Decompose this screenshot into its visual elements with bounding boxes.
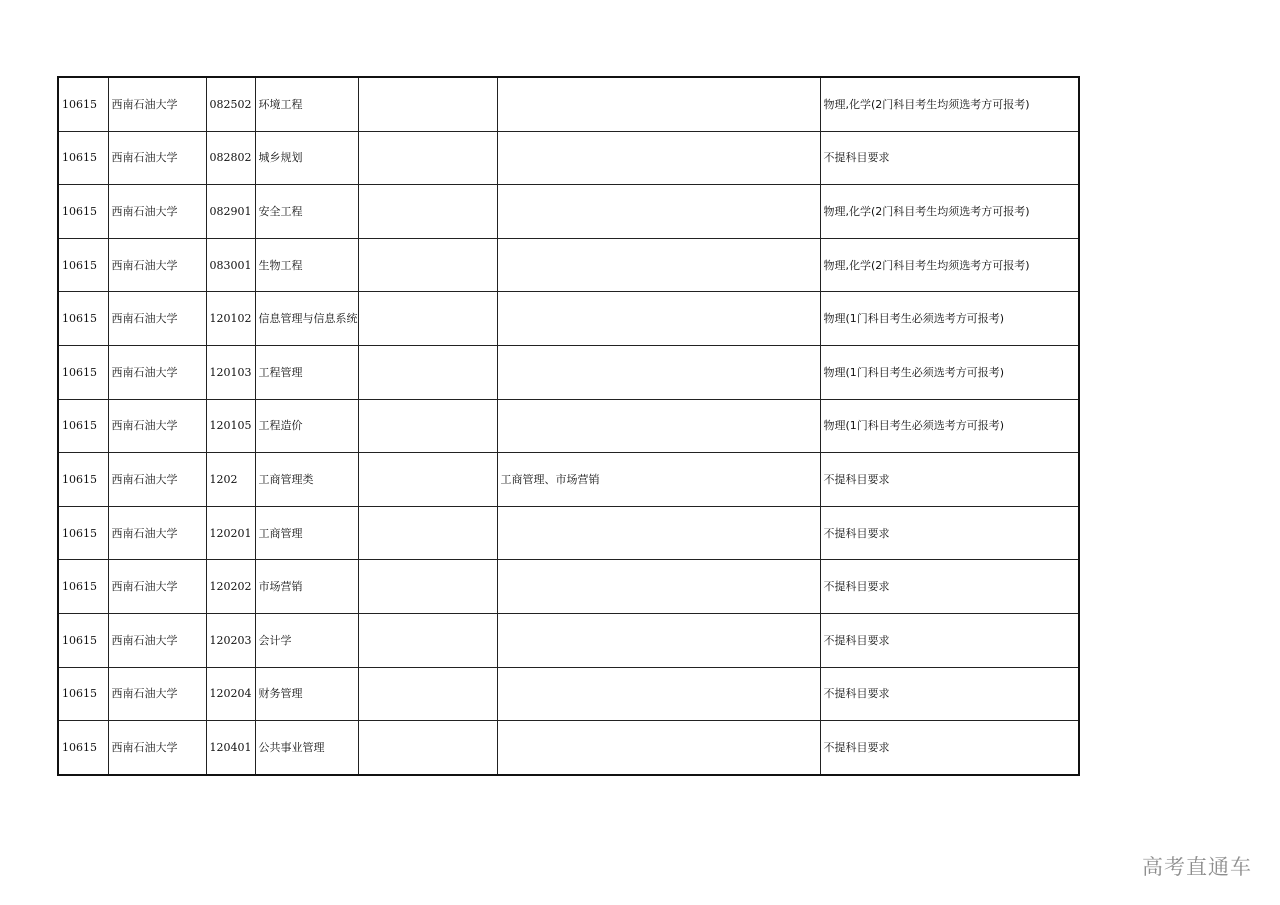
- blank-cell: [358, 560, 497, 614]
- subject-requirement-cell: 不提科目要求: [820, 721, 1079, 775]
- school-code-cell: 10615: [58, 185, 108, 239]
- school-code-cell: 10615: [58, 667, 108, 721]
- subject-requirement-cell: 物理(1门科目考生必须选考方可报考): [820, 292, 1079, 346]
- major-code-cell: 120103: [206, 345, 255, 399]
- major-code-cell: 120401: [206, 721, 255, 775]
- major-name-cell: 工商管理类: [255, 453, 358, 507]
- major-code-cell: 120102: [206, 292, 255, 346]
- table-row: [58, 131, 1079, 185]
- subject-requirement-cell: 物理(1门科目考生必须选考方可报考): [820, 345, 1079, 399]
- table-row: [58, 721, 1079, 775]
- blank-cell: [358, 613, 497, 667]
- included-majors-cell: [497, 667, 820, 721]
- table-row: [58, 506, 1079, 560]
- subject-requirement-cell: 物理,化学(2门科目考生均须选考方可报考): [820, 238, 1079, 292]
- included-majors-cell: [497, 292, 820, 346]
- school-code-cell: 10615: [58, 292, 108, 346]
- major-code-cell: 083001: [206, 238, 255, 292]
- blank-cell: [358, 453, 497, 507]
- included-majors-cell: [497, 185, 820, 239]
- subject-requirement-cell: 不提科目要求: [820, 453, 1079, 507]
- school-name-cell: 西南石油大学: [108, 613, 206, 667]
- school-name-cell: 西南石油大学: [108, 131, 206, 185]
- table-body: [58, 77, 1079, 775]
- major-code-cell: 082901: [206, 185, 255, 239]
- school-code-cell: 10615: [58, 560, 108, 614]
- major-code-cell: 120202: [206, 560, 255, 614]
- school-name-cell: 西南石油大学: [108, 506, 206, 560]
- included-majors-cell: [497, 721, 820, 775]
- subject-requirement-cell: 物理,化学(2门科目考生均须选考方可报考): [820, 185, 1079, 239]
- blank-cell: [358, 77, 497, 131]
- school-code-cell: 10615: [58, 77, 108, 131]
- blank-cell: [358, 721, 497, 775]
- subject-requirement-cell: 不提科目要求: [820, 506, 1079, 560]
- school-name-cell: 西南石油大学: [108, 77, 206, 131]
- major-name-cell: 会计学: [255, 613, 358, 667]
- subject-requirement-cell: 不提科目要求: [820, 667, 1079, 721]
- school-name-cell: 西南石油大学: [108, 238, 206, 292]
- blank-cell: [358, 131, 497, 185]
- included-majors-cell: [497, 131, 820, 185]
- major-name-cell: 公共事业管理: [255, 721, 358, 775]
- blank-cell: [358, 292, 497, 346]
- blank-cell: [358, 667, 497, 721]
- major-code-cell: 1202: [206, 453, 255, 507]
- subject-requirement-cell: 不提科目要求: [820, 613, 1079, 667]
- table-row: [58, 667, 1079, 721]
- major-name-cell: 城乡规划: [255, 131, 358, 185]
- major-code-cell: 082502: [206, 77, 255, 131]
- included-majors-cell: [497, 560, 820, 614]
- subject-requirements-table: [57, 76, 1080, 776]
- table-row: [58, 453, 1079, 507]
- school-code-cell: 10615: [58, 721, 108, 775]
- school-name-cell: 西南石油大学: [108, 453, 206, 507]
- included-majors-cell: [497, 399, 820, 453]
- table-row: [58, 345, 1079, 399]
- school-name-cell: 西南石油大学: [108, 292, 206, 346]
- table-row: [58, 77, 1079, 131]
- blank-cell: [358, 238, 497, 292]
- blank-cell: [358, 345, 497, 399]
- school-name-cell: 西南石油大学: [108, 721, 206, 775]
- included-majors-cell: [497, 238, 820, 292]
- school-name-cell: 西南石油大学: [108, 185, 206, 239]
- school-name-cell: 西南石油大学: [108, 399, 206, 453]
- major-name-cell: 工商管理: [255, 506, 358, 560]
- table-row: [58, 292, 1079, 346]
- table-row: [58, 613, 1079, 667]
- subject-requirement-cell: 物理,化学(2门科目考生均须选考方可报考): [820, 77, 1079, 131]
- watermark: 高考直通车: [1142, 855, 1252, 879]
- included-majors-cell: 工商管理、市场营销: [497, 453, 820, 507]
- subject-requirement-cell: 不提科目要求: [820, 131, 1079, 185]
- school-code-cell: 10615: [58, 131, 108, 185]
- major-name-cell: 财务管理: [255, 667, 358, 721]
- blank-cell: [358, 506, 497, 560]
- school-code-cell: 10615: [58, 613, 108, 667]
- table-row: [58, 185, 1079, 239]
- school-code-cell: 10615: [58, 506, 108, 560]
- table-row: [58, 399, 1079, 453]
- major-name-cell: 生物工程: [255, 238, 358, 292]
- school-code-cell: 10615: [58, 453, 108, 507]
- major-name-cell: 工程管理: [255, 345, 358, 399]
- school-code-cell: 10615: [58, 345, 108, 399]
- subject-requirement-cell: 物理(1门科目考生必须选考方可报考): [820, 399, 1079, 453]
- major-name-cell: 信息管理与信息系统: [255, 292, 358, 346]
- major-code-cell: 120201: [206, 506, 255, 560]
- blank-cell: [358, 185, 497, 239]
- subject-requirement-cell: 不提科目要求: [820, 560, 1079, 614]
- school-name-cell: 西南石油大学: [108, 560, 206, 614]
- major-name-cell: 安全工程: [255, 185, 358, 239]
- major-name-cell: 市场营销: [255, 560, 358, 614]
- school-code-cell: 10615: [58, 399, 108, 453]
- school-name-cell: 西南石油大学: [108, 345, 206, 399]
- major-code-cell: 120105: [206, 399, 255, 453]
- school-name-cell: 西南石油大学: [108, 667, 206, 721]
- major-code-cell: 120203: [206, 613, 255, 667]
- school-code-cell: 10615: [58, 238, 108, 292]
- major-name-cell: 环境工程: [255, 77, 358, 131]
- major-name-cell: 工程造价: [255, 399, 358, 453]
- included-majors-cell: [497, 77, 820, 131]
- major-code-cell: 082802: [206, 131, 255, 185]
- included-majors-cell: [497, 506, 820, 560]
- included-majors-cell: [497, 613, 820, 667]
- included-majors-cell: [497, 345, 820, 399]
- blank-cell: [358, 399, 497, 453]
- table-row: [58, 238, 1079, 292]
- table-row: [58, 560, 1079, 614]
- major-code-cell: 120204: [206, 667, 255, 721]
